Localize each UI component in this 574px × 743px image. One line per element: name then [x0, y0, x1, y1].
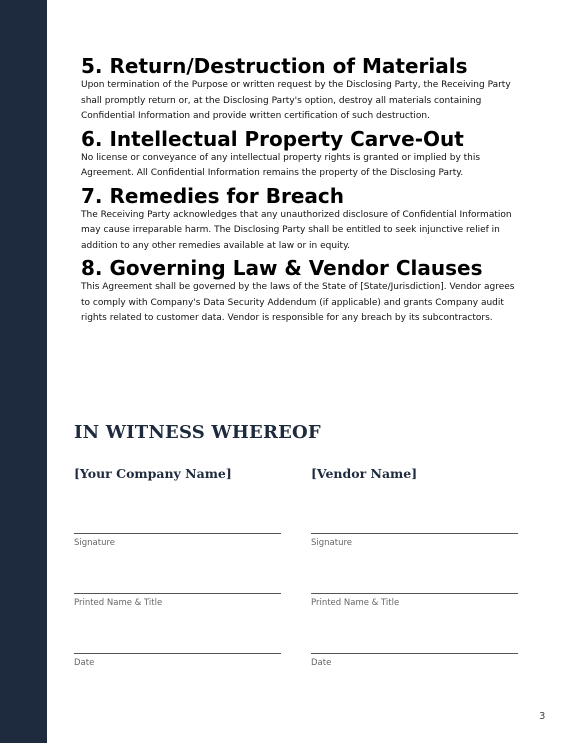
section-body-return-destruction: Upon termination of the Purpose or written request by the Disclosing Party, the Receiving Party shall promptly return or, at the Disclosing Party's option, destroy all materials containing Confidential Information and provide written certification of such destruction.: [81, 80, 511, 121]
signature-block-vendor: [311, 466, 518, 668]
section-heading-governing-law: 8. Governing Law & Vendor Clauses: [81, 256, 483, 280]
printed-name-label: Printed Name & Title: [74, 598, 163, 608]
printed-name-line[interactable]: [74, 593, 281, 594]
signature-block-company: [74, 466, 281, 668]
sidebar-band: [0, 0, 47, 743]
section-body-ip-carve-out: No license or conveyance of any intellectual property rights is granted or implied by this Agreement. All Confidential Information remains the property of the Disclosing Party.: [81, 152, 481, 178]
section-body-remedies: The Receiving Party acknowledges that any unauthorized disclosure of Confidential Information may cause irreparable harm. The Disclosing Party shall be entitled to seek injunctive relief in addition to any other remedies available at law or in equity.: [81, 209, 512, 251]
date-line[interactable]: [311, 653, 518, 654]
date-label: Date: [311, 658, 332, 668]
section-heading-return-destruction: 5. Return/Destruction of Materials: [81, 54, 468, 78]
section-heading-ip-carve-out: 6. Intellectual Property Carve-Out: [81, 126, 464, 151]
printed-name-line[interactable]: [311, 593, 518, 594]
signature-label: Signature: [311, 538, 353, 548]
witness-title: IN WITNESS WHEREOF: [74, 422, 321, 443]
signature-line[interactable]: [311, 533, 518, 534]
printed-name-label: Printed Name & Title: [311, 598, 400, 608]
date-label: Date: [74, 658, 95, 668]
signature-line[interactable]: [74, 533, 281, 534]
section-body-governing-law: This Agreement shall be governed by the laws of the State of [State/Jurisdiction]. Vendor agrees to comply with Company's Data Security Addendum (if applicable) and grants Company audit rights related to customer data. Vendor is responsible for any breach by its subcontractors.: [81, 282, 515, 323]
signature-label: Signature: [74, 538, 116, 548]
date-line[interactable]: [74, 653, 281, 654]
party-name-vendor: [Vendor Name]: [311, 466, 418, 481]
document-body: [81, 54, 521, 329]
section-heading-remedies: 7. Remedies for Breach: [81, 183, 344, 208]
page-number: 3: [539, 711, 546, 722]
party-name-company: [Your Company Name]: [74, 466, 232, 481]
